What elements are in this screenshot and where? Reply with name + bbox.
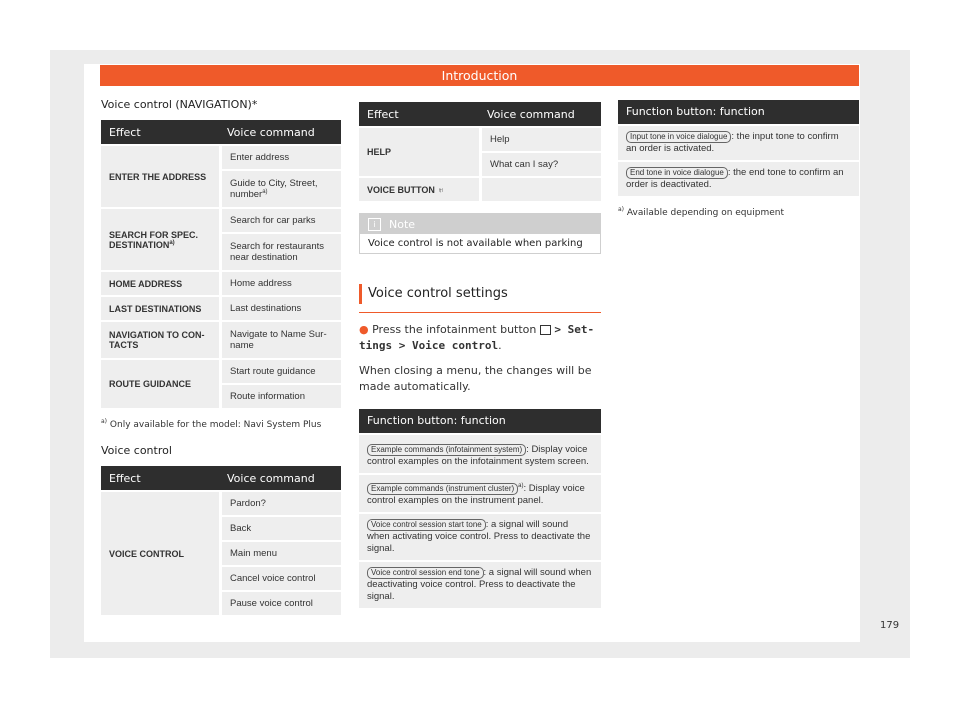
command-cell xyxy=(219,171,341,207)
footnote-marker: a) xyxy=(518,483,524,490)
command-cell: Pause voice control xyxy=(219,592,341,615)
command-cell: Route information xyxy=(219,385,341,408)
effect-cell: HELP xyxy=(359,128,479,176)
voice-button-icon: ♅ xyxy=(437,184,445,195)
table-row xyxy=(101,272,341,295)
nav-table-heading: Voice control (NAVIGATION)* xyxy=(101,98,258,111)
section-rule xyxy=(359,312,601,313)
nav-voice-command-table xyxy=(101,118,341,410)
effect-cell: VOICE CONTROL xyxy=(101,492,219,615)
col-command-header: Voice command xyxy=(219,466,341,490)
function-button[interactable]: Input tone in voice dialogue xyxy=(626,131,731,143)
note-icon: i xyxy=(368,218,381,231)
table-header-row xyxy=(359,102,601,126)
table-row xyxy=(101,209,341,232)
fb-row-text: : Display voice control examples on the infotainment system screen. xyxy=(367,444,589,468)
left-column xyxy=(101,98,341,617)
function-button[interactable]: Voice control session start tone xyxy=(367,519,486,531)
fb-row-text: : a signal will sound when activating voice control. Press to deactivate the signal. xyxy=(367,519,591,555)
table-row xyxy=(101,322,341,358)
command-cell: Pardon? xyxy=(219,492,341,515)
col-effect-header: Effect xyxy=(359,102,479,126)
nav-footnote xyxy=(101,418,341,430)
col-effect-header: Effect xyxy=(101,120,219,144)
fb-row xyxy=(618,126,859,160)
function-button[interactable]: Example commands (instrument cluster) xyxy=(367,483,518,495)
equipment-footnote xyxy=(618,206,859,218)
effect-cell: ENTER THE ADDRESS xyxy=(101,146,219,207)
footnote-text: Only available for the model: Navi System Plus xyxy=(109,420,322,430)
table-header-row xyxy=(101,120,341,144)
settings-paragraph: When closing a menu, the changes will be made automatically. xyxy=(359,364,592,393)
effect-cell xyxy=(101,209,219,270)
note-box xyxy=(359,213,601,254)
command-cell: Help xyxy=(479,128,601,151)
bullet-text: Press the infotainment button xyxy=(372,323,537,336)
fb-row-text: : the end tone to confirm an order is deactivated. xyxy=(626,167,844,190)
page-number: 179 xyxy=(880,620,900,631)
note-title: Note xyxy=(389,217,416,231)
footnote-text: Available depending on equipment xyxy=(626,208,784,218)
effect-cell: LAST DESTINATIONS xyxy=(101,297,219,320)
fb-header: Function button: function xyxy=(359,409,601,433)
effect-text: VOICE BUTTON xyxy=(367,184,435,195)
fb-row xyxy=(359,475,601,512)
col-command-header: Voice command xyxy=(479,102,601,126)
command-cell: Search for car parks xyxy=(219,209,341,232)
table-row xyxy=(359,178,601,201)
voice-control-table xyxy=(101,464,341,617)
table-row xyxy=(101,492,341,515)
effect-cell: ROUTE GUIDANCE xyxy=(101,360,219,408)
fb-row xyxy=(359,514,601,560)
command-cell: What can I say? xyxy=(479,153,601,176)
command-cell: Navigate to Name Sur-name xyxy=(219,322,341,358)
vc-table-heading: Voice control xyxy=(101,444,172,457)
page-header-banner: Introduction xyxy=(100,65,859,86)
command-cell: Search for restaurants near destination xyxy=(219,234,341,270)
command-cell xyxy=(479,178,601,201)
table-row xyxy=(101,297,341,320)
table-row xyxy=(101,360,341,383)
middle-column xyxy=(359,100,601,608)
footnote-marker: a) xyxy=(262,188,268,195)
fb-row-text: : a signal will sound when deactivating voice control. Press to deactivate the signal. xyxy=(367,567,592,603)
fb-row-text: : Display voice control examples on the instrument panel. xyxy=(367,483,585,507)
effect-cell: NAVIGATION TO CON-TACTS xyxy=(101,322,219,358)
help-voice-command-table xyxy=(359,100,601,203)
function-button-table xyxy=(359,409,601,608)
note-header xyxy=(360,214,600,234)
footnote-marker: a) xyxy=(169,239,175,246)
command-cell: Enter address xyxy=(219,146,341,169)
command-cell: Back xyxy=(219,517,341,540)
effect-cell: HOME ADDRESS xyxy=(101,272,219,295)
function-button-table xyxy=(618,100,859,196)
fb-row xyxy=(359,562,601,608)
fb-row-text: : the input tone to confirm an order is activated. xyxy=(626,131,839,154)
col-command-header: Voice command xyxy=(219,120,341,144)
table-header-row xyxy=(101,466,341,490)
settings-bullet xyxy=(359,322,601,354)
footnote-marker: a) xyxy=(618,206,625,213)
function-button[interactable]: Example commands (infotainment system) xyxy=(367,444,526,456)
note-text: Voice control is not available when parking xyxy=(368,238,583,249)
bullet-end: . xyxy=(498,339,502,352)
section-title: Voice control settings xyxy=(359,284,601,304)
function-button[interactable]: Voice control session end tone xyxy=(367,567,484,579)
effect-text: SEARCH FOR SPEC. DESTINATION xyxy=(109,229,199,250)
command-cell: Home address xyxy=(219,272,341,295)
command-text: Guide to City, Street, number xyxy=(230,177,318,201)
command-cell: Main menu xyxy=(219,542,341,565)
function-button[interactable]: End tone in voice dialogue xyxy=(626,167,728,179)
fb-row xyxy=(618,162,859,196)
command-cell: Cancel voice control xyxy=(219,567,341,590)
menu-path: > Set-tings > Voice control xyxy=(359,323,595,352)
right-column xyxy=(618,100,859,218)
infotainment-menu-icon xyxy=(540,325,551,335)
command-cell: Last destinations xyxy=(219,297,341,320)
effect-cell xyxy=(359,178,479,201)
fb-header: Function button: function xyxy=(618,100,859,124)
fb-row xyxy=(359,435,601,473)
table-row xyxy=(101,146,341,169)
command-cell: Start route guidance xyxy=(219,360,341,383)
col-effect-header: Effect xyxy=(101,466,219,490)
bullet-icon: ● xyxy=(359,323,369,336)
table-row xyxy=(359,128,601,151)
footnote-marker: a) xyxy=(101,418,108,425)
